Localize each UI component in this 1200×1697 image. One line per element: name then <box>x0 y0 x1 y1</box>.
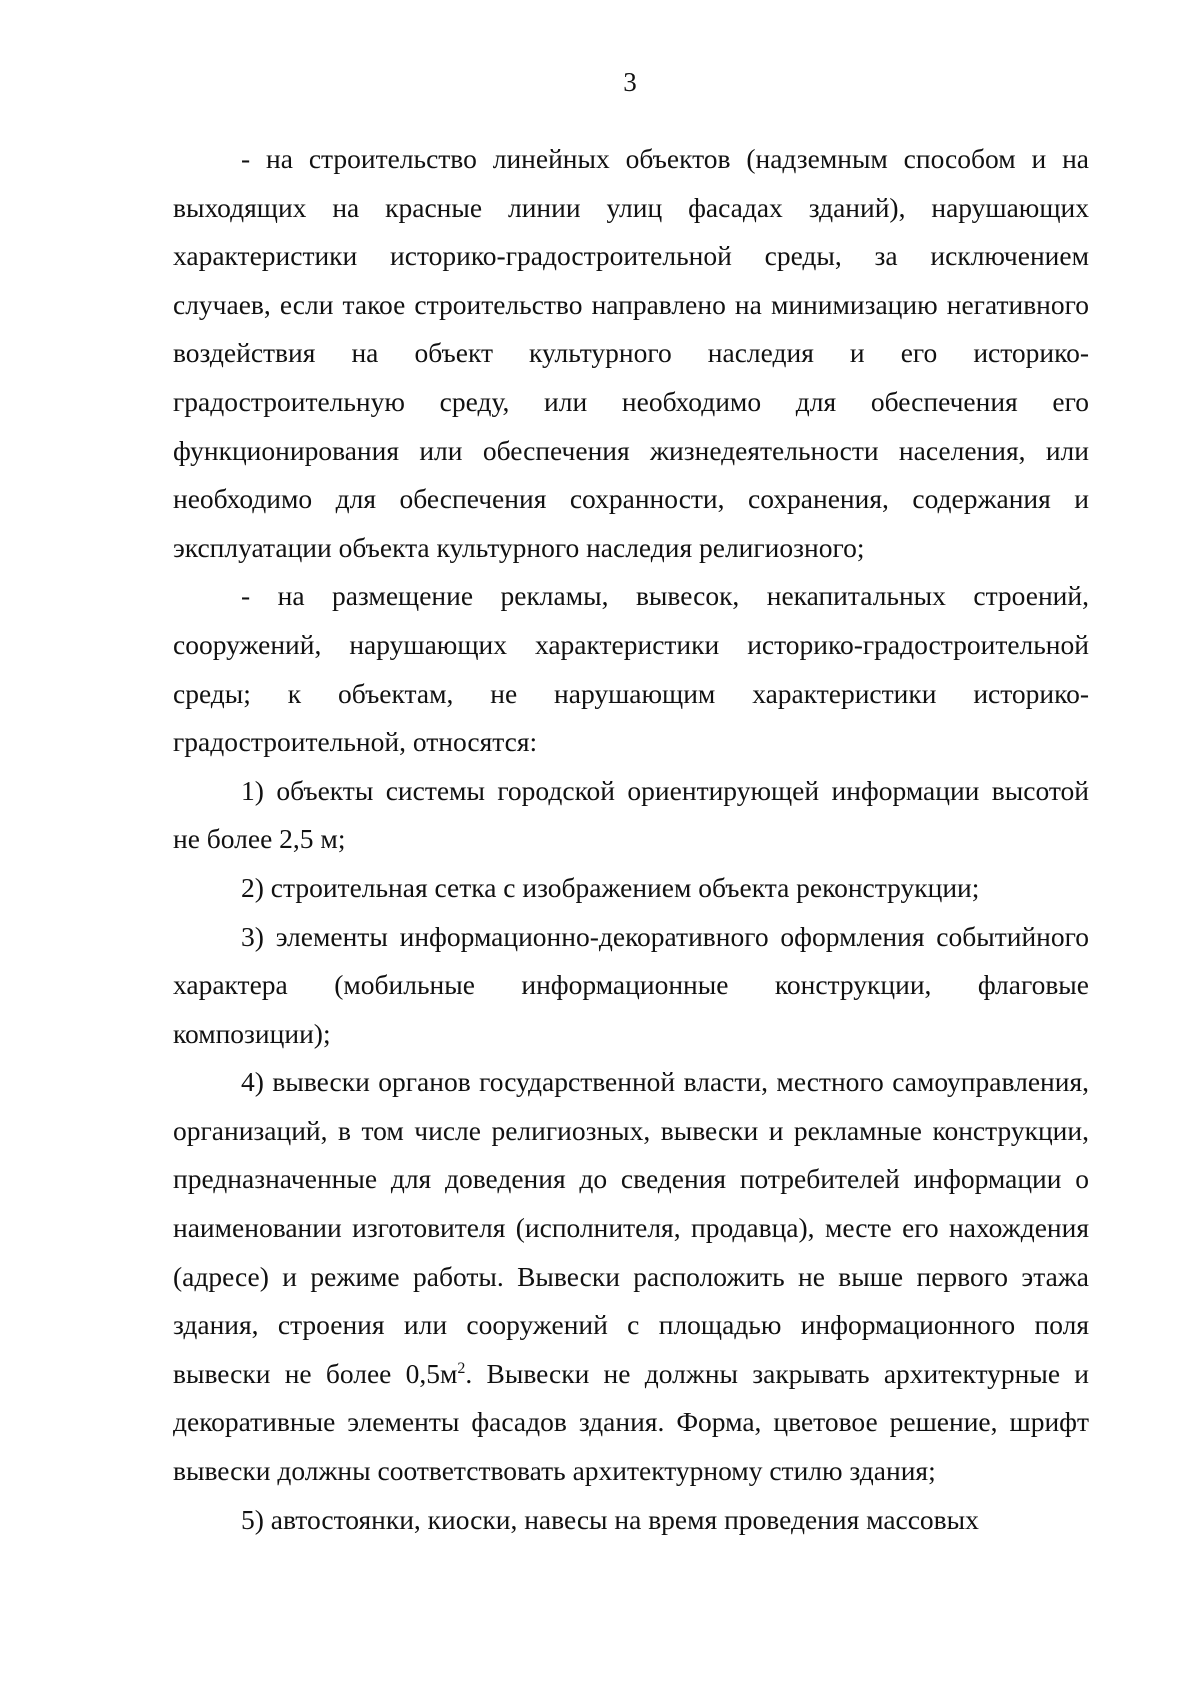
list-item-5: 5) автостоянки, киоски, навесы на время проведения массовых <box>241 1503 979 1535</box>
page-number: 3 <box>623 67 637 97</box>
document-body <box>173 135 1089 1544</box>
list-item-4 <box>173 1058 1089 1495</box>
list-item-2: 2) строительная сетка с изображением объекта реконструкции; <box>241 871 980 903</box>
paragraph-linear-objects: - на строительство линейных объектов (надземным способом и на выходящих на красные линии улиц фасадах зданий), нарушающих характеристики историко-градостроительной среды, за исключением случаев, если такое строительство направлено на минимизацию негативного воздействия на объект культурного наследия и его историко-градостроительную среду, или необходимо для обеспечения его функционирования или обеспечения жизнедеятельности населения, или необходимо для обеспечения сохранности, сохранения, содержания и эксплуатации объекта культурного наследия религиозного; <box>173 143 1089 563</box>
superscript-2: 2 <box>457 1359 466 1377</box>
list-item-4-text-b: . Вывески не должны закрывать архитектурные и декоративные элементы фасадов здания. Форма, цветовое решение, шрифт вывески должны соответствовать архитектурному стилю здания; <box>173 1357 1089 1487</box>
paragraph-advertising: - на размещение рекламы, вывесок, некапитальных строений, сооружений, нарушающих характеристики историко-градостроительной среды; к объектам, не нарушающим характеристики историко-градостроительной, относятся: <box>173 580 1089 758</box>
list-item-4-text-a: 4) вывески органов государственной власти, местного самоуправления, организаций, в том числе религиозных, вывески и рекламные конструкции, предназначенные для доведения до сведения потребителей информации о наименовании изготовителя (исполнителя, продавца), месте его нахождения (адресе) и режиме работы. Вывески расположить не выше первого этажа здания, строения или сооружений с площадью информационного поля вывески не более 0,5м <box>173 1066 1089 1389</box>
list-item-3: 3) элементы информационно-декоративного оформления событийного характера (мобильные информационные конструкции, флаговые композиции); <box>173 920 1089 1049</box>
list-item-1: 1) объекты системы городской ориентирующей информации высотой не более 2,5 м; <box>173 774 1089 855</box>
